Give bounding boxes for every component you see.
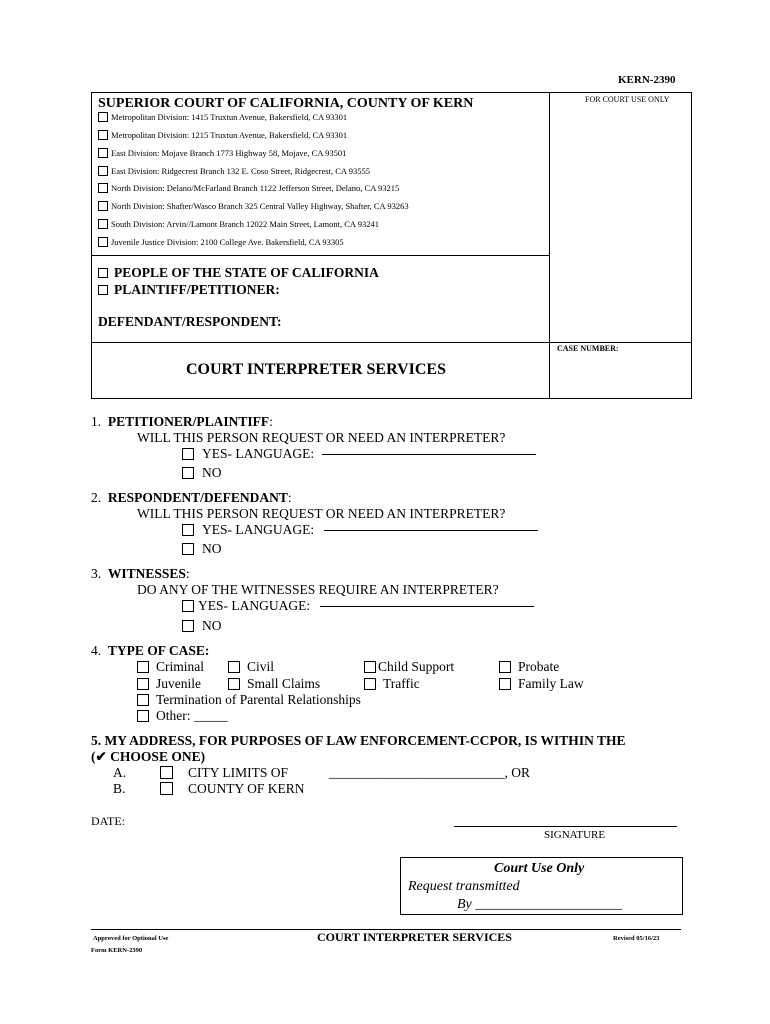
case-type-juvenile[interactable]: Juvenile bbox=[137, 676, 201, 692]
q3-heading: 3. WITNESSES: bbox=[91, 566, 190, 581]
division-item[interactable]: East Division: Ridgecrest Branch 132 E. Coso Street, Ridgecrest, CA 93555 bbox=[98, 166, 370, 176]
header-box-top bbox=[91, 92, 692, 93]
signature-line[interactable] bbox=[454, 826, 677, 827]
division-item[interactable]: Metropolitan Division: 1215 Truxtun Avenue, Bakersfield, CA 93301 bbox=[98, 130, 347, 140]
q1-no-option[interactable]: NO bbox=[182, 465, 222, 481]
transmitted-by: By _____________________ bbox=[457, 897, 623, 912]
footer-form-id: Form KERN-2390 bbox=[91, 947, 143, 954]
checkbox[interactable] bbox=[228, 678, 240, 690]
checkbox[interactable] bbox=[182, 524, 194, 536]
checkbox[interactable] bbox=[182, 467, 194, 479]
checkbox[interactable] bbox=[364, 678, 376, 690]
division-item[interactable]: East Division: Mojave Branch 1773 Highway 58, Mojave, CA 93501 bbox=[98, 148, 346, 158]
q5-b-label: B. bbox=[113, 781, 126, 796]
checkbox[interactable] bbox=[98, 166, 108, 176]
case-type-probate[interactable]: Probate bbox=[499, 659, 559, 675]
case-type-other[interactable]: Other: _____ bbox=[137, 708, 228, 724]
division-item[interactable]: South Division: Arvin//Lamont Branch 12022 Main Street, Lamont, CA 93241 bbox=[98, 219, 379, 229]
q3-question: DO ANY OF THE WITNESSES REQUIRE AN INTERPRETER? bbox=[137, 582, 499, 597]
checkbox-county[interactable] bbox=[160, 782, 173, 795]
language-input[interactable] bbox=[322, 454, 536, 455]
checkbox[interactable] bbox=[499, 661, 511, 673]
header-box-divider-title bbox=[91, 342, 692, 343]
header-box-divider-court bbox=[91, 255, 550, 256]
division-item[interactable]: North Division: Shafter/Wasco Branch 325 Central Valley Highway, Shafter, CA 93263 bbox=[98, 201, 409, 211]
division-item[interactable]: North Division: Delano/McFarland Branch 1122 Jefferson Street, Delano, CA 93215 bbox=[98, 183, 399, 193]
case-type-child-support[interactable]: Child Support bbox=[364, 659, 454, 675]
checkbox[interactable] bbox=[98, 268, 108, 278]
q1-question: WILL THIS PERSON REQUEST OR NEED AN INTERPRETER? bbox=[137, 430, 506, 445]
header-box-left bbox=[91, 92, 92, 399]
court-title: SUPERIOR COURT OF CALIFORNIA, COUNTY OF KERN bbox=[98, 96, 474, 111]
q5-choose-one: (✔ CHOOSE ONE) bbox=[91, 749, 206, 764]
division-item[interactable]: Juvenile Justice Division: 2100 College Ave. Bakersfield, CA 93305 bbox=[98, 237, 344, 247]
checkbox[interactable] bbox=[137, 694, 149, 706]
q3-yes-option[interactable]: YES- LANGUAGE: bbox=[182, 598, 534, 614]
checkbox[interactable] bbox=[98, 148, 108, 158]
checkbox-city-limits[interactable] bbox=[160, 766, 173, 779]
division-item[interactable]: Metropolitan Division: 1415 Truxtun Avenue, Bakersfield, CA 93301 bbox=[98, 112, 347, 122]
party-plaintiff[interactable]: PLAINTIFF/PETITIONER: bbox=[98, 282, 280, 298]
case-type-termination[interactable]: Termination of Parental Relationships bbox=[137, 692, 361, 708]
footer-title: COURT INTERPRETER SERVICES bbox=[317, 930, 512, 944]
q2-question: WILL THIS PERSON REQUEST OR NEED AN INTERPRETER? bbox=[137, 506, 506, 521]
case-type-civil[interactable]: Civil bbox=[228, 659, 274, 675]
q5-city-input[interactable]: __________________________, OR bbox=[329, 765, 531, 780]
checkbox[interactable] bbox=[182, 448, 194, 460]
form-id: KERN-2390 bbox=[618, 74, 676, 86]
court-use-label: FOR COURT USE ONLY bbox=[585, 95, 670, 104]
footer-approved: Approved for Optional Use bbox=[93, 935, 169, 942]
q5-a-text: CITY LIMITS OF bbox=[188, 765, 288, 780]
q5-a-label: A. bbox=[113, 765, 127, 780]
form-title: COURT INTERPRETER SERVICES bbox=[186, 361, 446, 378]
language-input[interactable] bbox=[320, 606, 534, 607]
checkbox[interactable] bbox=[364, 661, 376, 673]
case-type-traffic[interactable]: Traffic bbox=[364, 676, 420, 692]
header-box-bottom bbox=[91, 398, 692, 399]
q2-no-option[interactable]: NO bbox=[182, 541, 222, 557]
checkbox[interactable] bbox=[98, 112, 108, 122]
footer-revised: Revised 05/16/23 bbox=[613, 935, 660, 942]
checkbox[interactable] bbox=[98, 183, 108, 193]
q3-no-option[interactable]: NO bbox=[182, 618, 222, 634]
checkbox[interactable] bbox=[98, 219, 108, 229]
checkbox[interactable] bbox=[98, 237, 108, 247]
request-transmitted: Request transmitted bbox=[408, 879, 520, 894]
case-number-label: CASE NUMBER: bbox=[557, 344, 619, 353]
checkbox[interactable] bbox=[137, 710, 149, 722]
checkbox[interactable] bbox=[182, 620, 194, 632]
checkbox[interactable] bbox=[228, 661, 240, 673]
q2-heading: 2. RESPONDENT/DEFENDANT: bbox=[91, 490, 292, 505]
checkbox[interactable] bbox=[499, 678, 511, 690]
language-input[interactable] bbox=[324, 530, 538, 531]
checkbox[interactable] bbox=[137, 661, 149, 673]
checkbox[interactable] bbox=[98, 130, 108, 140]
checkbox[interactable] bbox=[98, 201, 108, 211]
checkbox[interactable] bbox=[98, 285, 108, 295]
q1-heading: 1. PETITIONER/PLAINTIFF: bbox=[91, 414, 273, 429]
q4-heading: 4. TYPE OF CASE: bbox=[91, 643, 210, 658]
party-defendant: DEFENDANT/RESPONDENT: bbox=[98, 314, 282, 329]
header-box-right bbox=[691, 92, 692, 399]
q5-heading: 5. MY ADDRESS, FOR PURPOSES OF LAW ENFORCEMENT-CCPOR, IS WITHIN THE bbox=[91, 733, 626, 748]
q5-b-text: COUNTY OF KERN bbox=[188, 781, 305, 796]
q1-yes-option[interactable]: YES- LANGUAGE: bbox=[182, 446, 536, 462]
case-type-family-law[interactable]: Family Law bbox=[499, 676, 584, 692]
court-use-only-title: Court Use Only bbox=[494, 861, 585, 876]
case-type-criminal[interactable]: Criminal bbox=[137, 659, 204, 675]
checkbox[interactable] bbox=[182, 543, 194, 555]
date-label: DATE: bbox=[91, 814, 125, 828]
q2-yes-option[interactable]: YES- LANGUAGE: bbox=[182, 522, 538, 538]
party-people[interactable]: PEOPLE OF THE STATE OF CALIFORNIA bbox=[98, 265, 379, 281]
signature-label: SIGNATURE bbox=[544, 829, 606, 841]
checkbox[interactable] bbox=[182, 600, 194, 612]
header-box-divider-vertical bbox=[549, 92, 550, 399]
case-type-small-claims[interactable]: Small Claims bbox=[228, 676, 320, 692]
checkbox[interactable] bbox=[137, 678, 149, 690]
